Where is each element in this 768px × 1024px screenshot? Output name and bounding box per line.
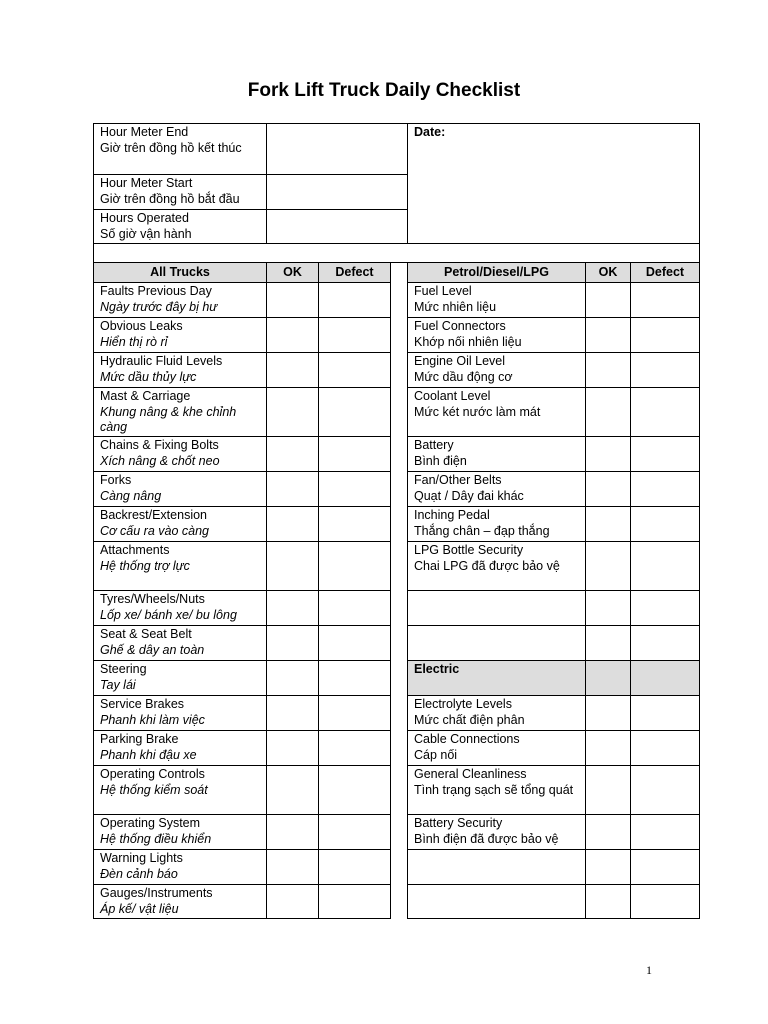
defect-checkbox-cell[interactable]	[319, 815, 391, 850]
ok-checkbox-cell[interactable]	[267, 885, 319, 919]
electric-item-vi: Tình trạng sạch sẽ tổng quát	[414, 782, 574, 797]
all-trucks-item	[94, 696, 267, 731]
hour-meter-start-vi: Giờ trên đồng hồ bắt đầu	[100, 191, 240, 206]
ok-checkbox-cell[interactable]	[267, 507, 319, 542]
defect-checkbox-cell[interactable]	[319, 283, 391, 318]
ok-checkbox-cell[interactable]	[586, 591, 631, 626]
all-trucks-item-en: Backrest/Extension	[100, 508, 207, 522]
ok-checkbox-cell[interactable]	[267, 542, 319, 591]
all-trucks-item-en: Tyres/Wheels/Nuts	[100, 592, 205, 606]
all-trucks-item	[94, 507, 267, 542]
ok-checkbox-cell[interactable]	[267, 766, 319, 815]
all-trucks-item-vi: Mức dầu thủy lực	[100, 369, 197, 384]
all-trucks-item	[94, 591, 267, 626]
blank-item-cell[interactable]	[408, 885, 586, 919]
defect-checkbox-cell[interactable]	[631, 437, 700, 472]
electric-item	[408, 731, 586, 766]
hours-operated-label	[94, 210, 267, 244]
ok-checkbox-cell[interactable]	[586, 542, 631, 591]
blank-item-cell[interactable]	[408, 626, 586, 661]
petrol-item-vi: Mức dầu động cơ	[414, 369, 513, 384]
electric-item-en: Battery Security	[414, 816, 503, 830]
ok-checkbox-cell[interactable]	[267, 388, 319, 437]
all-trucks-item	[94, 542, 267, 591]
table-row	[408, 353, 700, 388]
date-label: Date:	[414, 125, 446, 139]
ok-checkbox-cell[interactable]	[586, 437, 631, 472]
hour-meter-start-en: Hour Meter Start	[100, 176, 193, 190]
hour-meter-start-field[interactable]	[267, 175, 408, 210]
defect-checkbox-cell[interactable]	[319, 353, 391, 388]
petrol-item-vi: Mức nhiên liệu	[414, 299, 497, 314]
ok-checkbox-cell[interactable]	[586, 283, 631, 318]
all-trucks-item	[94, 815, 267, 850]
petrol-item-en: LPG Bottle Security	[414, 543, 524, 557]
all-trucks-item-vi: Hệ thống điều khiển	[100, 831, 212, 846]
petrol-item-en: Fuel Connectors	[414, 319, 506, 333]
table-row	[94, 766, 391, 815]
all-trucks-item	[94, 388, 267, 437]
defect-checkbox-cell[interactable]	[319, 696, 391, 731]
ok-checkbox-cell[interactable]	[586, 815, 631, 850]
all-trucks-item-en: Faults Previous Day	[100, 284, 212, 298]
all-trucks-item-en: Obvious Leaks	[100, 319, 183, 333]
all-trucks-item-vi: Áp kế/ vật liệu	[100, 901, 179, 916]
all-trucks-item-vi: Lốp xe/ bánh xe/ bu lông	[100, 607, 237, 622]
defect-checkbox-cell[interactable]	[319, 766, 391, 815]
ok-checkbox-cell[interactable]	[586, 353, 631, 388]
defect-checkbox-cell[interactable]	[319, 885, 391, 919]
all-trucks-item-vi: Cơ cấu ra vào càng	[100, 523, 210, 538]
table-row	[94, 885, 391, 919]
table-row	[408, 318, 700, 353]
defect-checkbox-cell[interactable]	[631, 850, 700, 885]
defect-checkbox-cell[interactable]	[631, 885, 700, 919]
all-trucks-item	[94, 850, 267, 885]
all-trucks-item-vi: Càng nâng	[100, 488, 162, 503]
defect-checkbox-cell[interactable]	[631, 318, 700, 353]
ok-checkbox-cell[interactable]	[267, 437, 319, 472]
all-trucks-item-vi: Tay lái	[100, 677, 136, 692]
table-row	[94, 696, 391, 731]
table-row	[94, 507, 391, 542]
all-trucks-item-en: Hydraulic Fluid Levels	[100, 354, 223, 368]
table-row	[408, 815, 700, 850]
all-trucks-item-en: Mast & Carriage	[100, 389, 191, 403]
defect-checkbox-cell[interactable]	[631, 591, 700, 626]
hours-operated-vi: Số giờ vận hành	[100, 226, 192, 241]
table-row	[408, 850, 700, 885]
hours-operated-en: Hours Operated	[100, 211, 189, 225]
all-trucks-item-en: Operating Controls	[100, 767, 205, 781]
date-field[interactable]	[408, 124, 700, 244]
ok-checkbox-cell[interactable]	[586, 766, 631, 815]
hour-meter-start-label	[94, 175, 267, 210]
defect-checkbox-cell[interactable]	[319, 507, 391, 542]
table-row	[94, 591, 391, 626]
all-trucks-item-vi: Ghế & dây an toàn	[100, 642, 205, 657]
table-row	[94, 283, 391, 318]
hour-meter-end-label	[94, 124, 267, 175]
electric-item	[408, 815, 586, 850]
all-trucks-item	[94, 353, 267, 388]
ok-header: OK	[586, 263, 631, 283]
all-trucks-item-en: Seat & Seat Belt	[100, 627, 192, 641]
petrol-item-vi: Quạt / Dây đai khác	[414, 488, 524, 503]
petrol-item-vi: Bình điện	[414, 453, 467, 468]
petrol-diesel-lpg-header: Petrol/Diesel/LPG	[408, 263, 586, 283]
ok-checkbox-cell[interactable]	[586, 388, 631, 437]
petrol-item	[408, 437, 586, 472]
document-title: Fork Lift Truck Daily Checklist	[247, 80, 521, 101]
petrol-item-en: Fuel Level	[414, 284, 472, 298]
defect-checkbox-cell[interactable]	[631, 731, 700, 766]
table-row	[94, 731, 391, 766]
all-trucks-header: All Trucks	[94, 263, 267, 283]
defect-checkbox-cell[interactable]	[319, 472, 391, 507]
all-trucks-item-en: Chains & Fixing Bolts	[100, 438, 219, 452]
petrol-item-en: Engine Oil Level	[414, 354, 506, 368]
all-trucks-item	[94, 661, 267, 696]
blank-item-cell[interactable]	[408, 591, 586, 626]
table-row	[94, 318, 391, 353]
all-trucks-item	[94, 626, 267, 661]
all-trucks-item	[94, 437, 267, 472]
ok-checkbox-cell[interactable]	[267, 472, 319, 507]
ok-checkbox-cell[interactable]	[267, 591, 319, 626]
blank-item-cell[interactable]	[408, 850, 586, 885]
table-row	[94, 661, 391, 696]
electric-item-en: Cable Connections	[414, 732, 520, 746]
ok-checkbox-cell[interactable]	[267, 661, 319, 696]
defect-checkbox-cell[interactable]	[631, 472, 700, 507]
ok-checkbox-cell[interactable]	[267, 850, 319, 885]
petrol-item-vi: Mức két nước làm mát	[414, 404, 541, 419]
ok-checkbox-cell[interactable]	[586, 850, 631, 885]
table-row	[94, 437, 391, 472]
ok-checkbox-cell[interactable]	[267, 815, 319, 850]
electric-item-vi: Bình điện đã được bảo vệ	[414, 831, 559, 846]
defect-checkbox-cell[interactable]	[319, 318, 391, 353]
electric-item	[408, 766, 586, 815]
all-trucks-item-vi: Hiển thị rò rỉ	[100, 334, 168, 349]
all-trucks-item-vi: Phanh khi làm việc	[100, 712, 205, 727]
defect-checkbox-cell[interactable]	[319, 437, 391, 472]
ok-header: OK	[267, 263, 319, 283]
ok-checkbox-cell[interactable]	[586, 626, 631, 661]
defect-checkbox-cell[interactable]	[631, 766, 700, 815]
all-trucks-item-en: Attachments	[100, 543, 170, 557]
all-trucks-item-vi: Ngày trước đây bị hư	[100, 299, 218, 314]
all-trucks-item-en: Service Brakes	[100, 697, 185, 711]
all-trucks-item-vi: Phanh khi đậu xe	[100, 747, 197, 762]
defect-checkbox-cell[interactable]	[319, 388, 391, 437]
all-trucks-item	[94, 885, 267, 919]
all-trucks-table	[93, 262, 391, 919]
electric-ok-cell	[586, 661, 631, 696]
ok-checkbox-cell[interactable]	[267, 283, 319, 318]
petrol-item	[408, 388, 586, 437]
all-trucks-item-en: Gauges/Instruments	[100, 886, 213, 900]
defect-checkbox-cell[interactable]	[319, 542, 391, 591]
defect-checkbox-cell[interactable]	[319, 591, 391, 626]
electric-item-en: Electrolyte Levels	[414, 697, 512, 711]
petrol-item	[408, 353, 586, 388]
all-trucks-item-vi: Hệ thống trợ lực	[100, 558, 190, 573]
table-row	[408, 507, 700, 542]
ok-checkbox-cell[interactable]	[586, 318, 631, 353]
defect-checkbox-cell[interactable]	[631, 815, 700, 850]
all-trucks-item-vi: Xích nâng & chốt neo	[100, 453, 220, 468]
ok-checkbox-cell[interactable]	[267, 318, 319, 353]
table-row	[408, 766, 700, 815]
electric-item-vi: Mức chất điện phân	[414, 712, 525, 727]
all-trucks-item	[94, 472, 267, 507]
all-trucks-item	[94, 318, 267, 353]
ok-checkbox-cell[interactable]	[267, 696, 319, 731]
petrol-item-en: Coolant Level	[414, 389, 491, 403]
table-row	[94, 353, 391, 388]
all-trucks-item-en: Warning Lights	[100, 851, 183, 865]
table-row	[94, 542, 391, 591]
table-row	[408, 661, 700, 696]
defect-header: Defect	[319, 263, 391, 283]
hour-meter-end-en: Hour Meter End	[100, 125, 189, 139]
all-trucks-item	[94, 283, 267, 318]
defect-checkbox-cell[interactable]	[319, 850, 391, 885]
table-row	[94, 850, 391, 885]
table-row	[408, 696, 700, 731]
electric-item-en: General Cleanliness	[414, 767, 527, 781]
table-row	[94, 815, 391, 850]
defect-checkbox-cell[interactable]	[631, 626, 700, 661]
all-trucks-item-en: Forks	[100, 473, 132, 487]
electric-item-vi: Cáp nối	[414, 747, 458, 762]
petrol-item-en: Battery	[414, 438, 454, 452]
table-row	[408, 731, 700, 766]
table-row	[408, 283, 700, 318]
electric-defect-cell	[631, 661, 700, 696]
petrol-item-vi: Thắng chân – đạp thắng	[414, 523, 550, 538]
all-trucks-item-en: Steering	[100, 662, 147, 676]
defect-checkbox-cell[interactable]	[631, 696, 700, 731]
defect-checkbox-cell[interactable]	[631, 388, 700, 437]
defect-checkbox-cell[interactable]	[319, 626, 391, 661]
petrol-item	[408, 542, 586, 591]
electric-section-header: Electric	[408, 661, 586, 696]
all-trucks-item-en: Operating System	[100, 816, 201, 830]
defect-checkbox-cell[interactable]	[631, 353, 700, 388]
defect-checkbox-cell[interactable]	[319, 731, 391, 766]
table-row	[408, 885, 700, 919]
petrol-item-en: Inching Pedal	[414, 508, 490, 522]
petrol-item	[408, 507, 586, 542]
ok-checkbox-cell[interactable]	[586, 507, 631, 542]
table-row	[94, 388, 391, 437]
table-row	[408, 626, 700, 661]
all-trucks-item-vi: Khung nâng & khe chỉnh càng	[100, 404, 237, 434]
all-trucks-item-vi: Hệ thống kiểm soát	[100, 782, 208, 797]
table-row	[94, 626, 391, 661]
table-row	[408, 437, 700, 472]
table-row	[408, 591, 700, 626]
defect-checkbox-cell[interactable]	[631, 283, 700, 318]
ok-checkbox-cell[interactable]	[267, 731, 319, 766]
all-trucks-item-vi: Đèn cảnh báo	[100, 866, 178, 881]
ok-checkbox-cell[interactable]	[586, 885, 631, 919]
table-row	[94, 472, 391, 507]
all-trucks-item	[94, 731, 267, 766]
table-row	[408, 388, 700, 437]
page-number: 1	[646, 963, 652, 977]
hour-meter-end-field[interactable]	[267, 124, 408, 175]
defect-checkbox-cell[interactable]	[319, 661, 391, 696]
ok-checkbox-cell[interactable]	[586, 696, 631, 731]
defect-header: Defect	[631, 263, 700, 283]
ok-checkbox-cell[interactable]	[267, 353, 319, 388]
petrol-diesel-lpg-table	[407, 262, 700, 919]
hours-operated-field[interactable]	[267, 210, 408, 244]
all-trucks-item-en: Parking Brake	[100, 732, 179, 746]
ok-checkbox-cell[interactable]	[267, 626, 319, 661]
defect-checkbox-cell[interactable]	[631, 507, 700, 542]
petrol-item	[408, 472, 586, 507]
ok-checkbox-cell[interactable]	[586, 472, 631, 507]
petrol-item-vi: Khớp nối nhiên liệu	[414, 334, 522, 349]
all-trucks-item	[94, 766, 267, 815]
spacer-row	[94, 244, 700, 263]
hours-table	[93, 123, 700, 263]
petrol-item	[408, 283, 586, 318]
hour-meter-end-vi: Giờ trên đồng hồ kết thúc	[100, 140, 242, 155]
petrol-item	[408, 318, 586, 353]
defect-checkbox-cell[interactable]	[631, 542, 700, 591]
ok-checkbox-cell[interactable]	[586, 731, 631, 766]
petrol-item-vi: Chai LPG đã được bảo vệ	[414, 558, 560, 573]
table-row	[408, 542, 700, 591]
petrol-item-en: Fan/Other Belts	[414, 473, 502, 487]
electric-item	[408, 696, 586, 731]
table-row	[408, 472, 700, 507]
